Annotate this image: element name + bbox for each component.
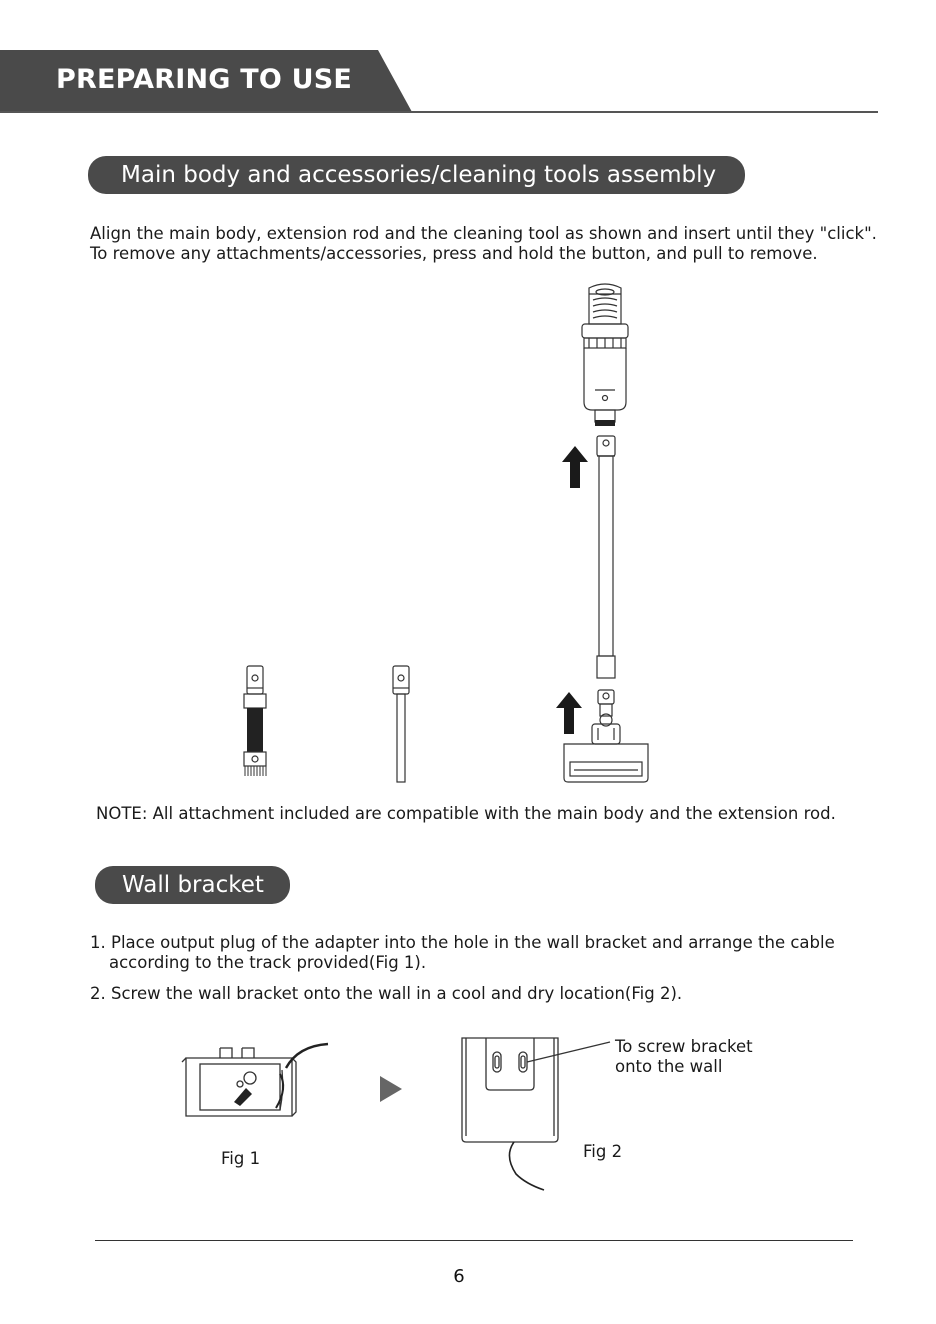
vacuum-main-body-illustration [575,278,635,438]
screw-callout-line-1: To screw bracket [615,1037,753,1056]
extension-rod-illustration [592,436,622,686]
header-rule [0,111,878,113]
footer-rule [95,1240,853,1241]
fig1-caption: Fig 1 [221,1149,261,1168]
wall-bracket-step-1-continued: according to the track provided(Fig 1). [109,953,427,972]
page-number: 6 [453,1266,465,1287]
next-arrow-icon [380,1076,402,1102]
assembly-instruction-line-2: To remove any attachments/accessories, press and hold the button, and pull to remove. [90,244,818,263]
fig1-bracket-illustration [180,1040,332,1120]
wall-bracket-step-2: 2. Screw the wall bracket onto the wall in a cool and dry location(Fig 2). [90,984,683,1003]
page-title: PREPARING TO USE [56,64,353,95]
fig2-caption: Fig 2 [583,1142,623,1161]
brush-tool-illustration [238,664,272,778]
compatibility-note: NOTE: All attachment included are compatible with the main body and the extension rod. [96,804,836,823]
assembly-instruction-line-1: Align the main body, extension rod and the cleaning tool as shown and insert until they "click". [90,224,877,243]
floor-brush-illustration [560,690,652,786]
crevice-tool-illustration [390,664,414,784]
wall-bracket-step-1: 1. Place output plug of the adapter into the hole in the wall bracket and arrange the cable [90,933,835,952]
fig2-bracket-illustration [460,1034,623,1194]
section-heading-assembly: Main body and accessories/cleaning tools assembly [88,156,745,194]
section-heading-wall-bracket: Wall bracket [95,866,290,904]
arrow-up-icon [562,446,588,488]
screw-callout-line-2: onto the wall [615,1057,723,1076]
